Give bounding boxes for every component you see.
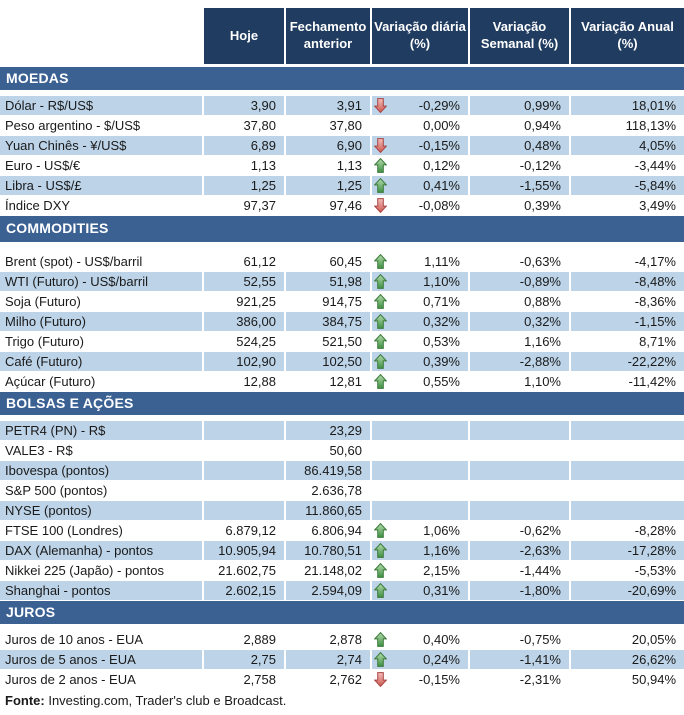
today-cell xyxy=(204,501,284,520)
daily-change-value: 0,53% xyxy=(423,334,460,349)
daily-change-cell xyxy=(372,561,468,580)
trend-arrow-slot xyxy=(374,543,387,558)
trend-arrow-slot xyxy=(374,652,387,667)
annual-change-cell: 118,13% xyxy=(625,118,676,133)
today-cell: 52,55 xyxy=(204,272,284,291)
up-arrow-icon xyxy=(374,334,387,349)
column-header-3: Variação Semanal (%) xyxy=(470,8,569,64)
row-label: Milho (Futuro) xyxy=(0,312,202,331)
table-row xyxy=(0,461,684,480)
prev-close-cell: 10.780,51 xyxy=(286,541,370,560)
daily-change-cell xyxy=(372,372,468,391)
annual-change-cell: -20,69% xyxy=(571,581,684,600)
daily-change-cell xyxy=(372,196,468,215)
row-label: WTI (Futuro) - US$/barril xyxy=(0,272,202,291)
annual-change-cell: -11,42% xyxy=(628,374,676,389)
today-cell: 524,25 xyxy=(236,334,276,349)
weekly-change-cell: 0,88% xyxy=(524,294,561,309)
up-arrow-icon xyxy=(374,294,387,309)
weekly-change-cell: 0,94% xyxy=(524,118,561,133)
table-row xyxy=(0,670,684,689)
section-title: JUROS xyxy=(6,604,56,620)
row-label: Soja (Futuro) xyxy=(5,294,81,309)
source-note xyxy=(0,693,684,708)
annual-change-cell: -8,28% xyxy=(634,523,676,538)
annual-change-cell: -3,44% xyxy=(634,158,676,173)
prev-close-cell: 2.636,78 xyxy=(311,483,362,498)
trend-arrow-slot xyxy=(374,314,387,329)
row-label: Juros de 10 anos - EUA xyxy=(5,632,144,647)
daily-change-cell xyxy=(372,670,468,689)
daily-change-value: 0,55% xyxy=(423,374,460,389)
row-label: S&P 500 (pontos) xyxy=(5,483,108,498)
row-label: Juros de 2 anos - EUA xyxy=(5,672,136,687)
daily-change-cell xyxy=(372,332,468,351)
today-cell: 1,25 xyxy=(204,176,284,195)
today-cell: 2,75 xyxy=(204,650,284,669)
table-row xyxy=(0,441,684,460)
today-cell: 6,89 xyxy=(204,136,284,155)
weekly-change-cell: -0,75% xyxy=(519,632,561,647)
annual-change-cell: -5,53% xyxy=(634,563,676,578)
weekly-change-cell: 1,10% xyxy=(524,374,561,389)
trend-arrow-slot xyxy=(374,583,387,598)
daily-change-value: 0,00% xyxy=(423,118,460,133)
daily-change-value: 1,10% xyxy=(423,274,460,289)
prev-close-cell: 2,762 xyxy=(329,672,362,687)
annual-change-cell: 3,49% xyxy=(639,198,676,213)
weekly-change-cell xyxy=(470,421,569,440)
table-row xyxy=(0,252,684,271)
down-arrow-icon xyxy=(374,198,387,213)
column-header-2: Variação diária (%) xyxy=(372,8,468,64)
table-row xyxy=(0,581,684,600)
prev-close-cell: 2.594,09 xyxy=(286,581,370,600)
prev-close-cell: 6.806,94 xyxy=(311,523,362,538)
weekly-change-cell: -0,62% xyxy=(519,523,561,538)
section-band-moedas xyxy=(0,67,684,90)
row-label: VALE3 - R$ xyxy=(5,443,73,458)
daily-change-cell xyxy=(372,650,468,669)
weekly-change-cell xyxy=(470,501,569,520)
source-note-text: Investing.com, Trader's club e Broadcast. xyxy=(44,693,287,708)
daily-change-value: 1,11% xyxy=(424,254,460,269)
daily-change-value: -0,29% xyxy=(418,98,460,113)
section-band-juros xyxy=(0,601,684,624)
table-row xyxy=(0,196,684,215)
annual-change-cell: 4,05% xyxy=(571,136,684,155)
up-arrow-icon xyxy=(374,523,387,538)
trend-arrow-slot xyxy=(374,198,387,213)
daily-change-value: 0,39% xyxy=(423,354,460,369)
daily-change-value: -0,15% xyxy=(418,672,460,687)
daily-change-cell xyxy=(372,96,468,115)
down-arrow-icon xyxy=(374,98,387,113)
trend-arrow-slot xyxy=(374,423,387,438)
trend-arrow-slot xyxy=(374,463,387,478)
prev-close-cell: 2,74 xyxy=(286,650,370,669)
daily-change-value: 1,06% xyxy=(423,523,460,538)
daily-change-cell xyxy=(372,441,468,460)
prev-close-cell: 23,29 xyxy=(286,421,370,440)
annual-change-cell xyxy=(571,421,684,440)
annual-change-cell: -22,22% xyxy=(571,352,684,371)
annual-change-cell: 18,01% xyxy=(571,96,684,115)
weekly-change-cell: -0,89% xyxy=(470,272,569,291)
table-row xyxy=(0,481,684,500)
annual-change-cell: 26,62% xyxy=(571,650,684,669)
daily-change-value: 1,16% xyxy=(423,543,460,558)
trend-arrow-slot xyxy=(374,354,387,369)
column-header-4: Variação Anual (%) xyxy=(571,8,684,64)
prev-close-cell: 51,98 xyxy=(286,272,370,291)
row-label: Peso argentino - $/US$ xyxy=(5,118,141,133)
down-arrow-icon xyxy=(374,138,387,153)
trend-arrow-slot xyxy=(374,443,387,458)
today-cell: 97,37 xyxy=(243,198,276,213)
weekly-change-cell xyxy=(470,481,569,500)
prev-close-cell: 21.148,02 xyxy=(304,563,362,578)
up-arrow-icon xyxy=(374,543,387,558)
prev-close-cell: 3,91 xyxy=(286,96,370,115)
up-arrow-icon xyxy=(374,652,387,667)
trend-arrow-slot xyxy=(374,178,387,193)
table-row xyxy=(0,561,684,580)
daily-change-value: 0,32% xyxy=(423,314,460,329)
today-cell: 921,25 xyxy=(236,294,276,309)
table-header-row xyxy=(0,8,684,64)
today-cell xyxy=(204,441,284,460)
row-label: Libra - US$/£ xyxy=(0,176,202,195)
prev-close-cell: 50,60 xyxy=(329,443,362,458)
daily-change-value: 0,71% xyxy=(423,294,460,309)
prev-close-cell: 384,75 xyxy=(286,312,370,331)
daily-change-cell xyxy=(372,521,468,540)
daily-change-value: 2,15% xyxy=(423,563,460,578)
weekly-change-cell: 1,16% xyxy=(524,334,561,349)
today-cell xyxy=(204,481,284,500)
source-note-label: Fonte: xyxy=(5,693,45,708)
row-label: Juros de 5 anos - EUA xyxy=(0,650,202,669)
daily-change-cell xyxy=(372,481,468,500)
row-label: Café (Futuro) xyxy=(0,352,202,371)
today-cell: 37,80 xyxy=(243,118,276,133)
table-row xyxy=(0,272,684,291)
annual-change-cell xyxy=(571,441,684,460)
row-label: Açúcar (Futuro) xyxy=(5,374,96,389)
section-band-bolsas-e-a-es xyxy=(0,392,684,415)
prev-close-cell: 521,50 xyxy=(322,334,362,349)
header-blank-cell xyxy=(0,8,202,64)
prev-close-cell: 97,46 xyxy=(329,198,362,213)
daily-change-cell xyxy=(372,116,468,135)
annual-change-cell: -5,84% xyxy=(571,176,684,195)
trend-arrow-slot xyxy=(374,672,387,687)
daily-change-cell xyxy=(372,176,468,195)
weekly-change-cell: 0,39% xyxy=(524,198,561,213)
daily-change-cell xyxy=(372,352,468,371)
annual-change-cell: 20,05% xyxy=(631,632,676,647)
annual-change-cell xyxy=(571,481,684,500)
annual-change-cell: 8,71% xyxy=(639,334,676,349)
column-header-0: Hoje xyxy=(204,8,284,64)
table-row xyxy=(0,501,684,520)
daily-change-cell xyxy=(372,292,468,311)
weekly-change-cell: 0,32% xyxy=(470,312,569,331)
daily-change-value: -0,15% xyxy=(418,138,460,153)
daily-change-cell xyxy=(372,421,468,440)
row-label: NYSE (pontos) xyxy=(0,501,202,520)
trend-arrow-slot xyxy=(374,98,387,113)
daily-change-value: 0,24% xyxy=(423,652,460,667)
weekly-change-cell: -1,44% xyxy=(519,563,561,578)
prev-close-cell: 914,75 xyxy=(322,294,362,309)
trend-arrow-slot xyxy=(374,563,387,578)
table-row xyxy=(0,332,684,351)
weekly-change-cell: -1,80% xyxy=(470,581,569,600)
today-cell: 21.602,75 xyxy=(218,563,276,578)
trend-arrow-slot xyxy=(374,158,387,173)
annual-change-cell: -1,15% xyxy=(571,312,684,331)
weekly-change-cell: -1,55% xyxy=(470,176,569,195)
prev-close-cell: 1,13 xyxy=(336,158,362,173)
up-arrow-icon xyxy=(374,274,387,289)
section-title: BOLSAS E AÇÕES xyxy=(6,395,134,411)
table-row xyxy=(0,352,684,371)
prev-close-cell: 2,878 xyxy=(329,632,362,647)
annual-change-cell: -8,48% xyxy=(571,272,684,291)
table-row xyxy=(0,96,684,115)
row-label: Dólar - R$/US$ xyxy=(0,96,202,115)
today-cell: 2,889 xyxy=(243,632,276,647)
table-row xyxy=(0,136,684,155)
trend-arrow-slot xyxy=(374,523,387,538)
trend-arrow-slot xyxy=(374,503,387,518)
annual-change-cell: 50,94% xyxy=(631,672,676,687)
trend-arrow-slot xyxy=(374,632,387,647)
today-cell: 12,88 xyxy=(243,374,276,389)
daily-change-cell xyxy=(372,272,468,291)
weekly-change-cell: -1,41% xyxy=(470,650,569,669)
daily-change-value: -0,08% xyxy=(418,198,460,213)
row-label: FTSE 100 (Londres) xyxy=(5,523,123,538)
trend-arrow-slot xyxy=(374,254,387,269)
today-cell: 102,90 xyxy=(204,352,284,371)
trend-arrow-slot xyxy=(374,483,387,498)
weekly-change-cell: -0,12% xyxy=(519,158,561,173)
daily-change-cell xyxy=(372,501,468,520)
daily-change-value: 0,41% xyxy=(423,178,460,193)
weekly-change-cell xyxy=(470,441,569,460)
prev-close-cell: 37,80 xyxy=(329,118,362,133)
row-label: Euro - US$/€ xyxy=(5,158,81,173)
table-row xyxy=(0,541,684,560)
daily-change-cell xyxy=(372,156,468,175)
row-label: Índice DXY xyxy=(5,198,71,213)
trend-arrow-slot xyxy=(374,274,387,289)
weekly-change-cell: -0,63% xyxy=(519,254,561,269)
weekly-change-cell: -2,63% xyxy=(470,541,569,560)
weekly-change-cell: -2,88% xyxy=(470,352,569,371)
row-label: Brent (spot) - US$/barril xyxy=(5,254,143,269)
section-title: COMMODITIES xyxy=(6,220,109,236)
annual-change-cell: -8,36% xyxy=(634,294,676,309)
row-label: Trigo (Futuro) xyxy=(5,334,84,349)
up-arrow-icon xyxy=(374,254,387,269)
trend-arrow-slot xyxy=(374,138,387,153)
up-arrow-icon xyxy=(374,583,387,598)
trend-arrow-slot xyxy=(374,334,387,349)
table-row xyxy=(0,372,684,391)
daily-change-cell xyxy=(372,312,468,331)
trend-arrow-slot xyxy=(374,374,387,389)
weekly-change-cell: 0,99% xyxy=(470,96,569,115)
row-label: Ibovespa (pontos) xyxy=(0,461,202,480)
prev-close-cell: 6,90 xyxy=(286,136,370,155)
today-cell: 386,00 xyxy=(204,312,284,331)
row-label: PETR4 (PN) - R$ xyxy=(0,421,202,440)
daily-change-cell xyxy=(372,630,468,649)
trend-arrow-slot xyxy=(374,118,387,133)
today-cell: 61,12 xyxy=(243,254,276,269)
daily-change-value: 0,40% xyxy=(423,632,460,647)
prev-close-cell: 12,81 xyxy=(329,374,362,389)
annual-change-cell xyxy=(571,501,684,520)
daily-change-cell xyxy=(372,252,468,271)
prev-close-cell: 60,45 xyxy=(329,254,362,269)
daily-change-cell xyxy=(372,541,468,560)
up-arrow-icon xyxy=(374,632,387,647)
annual-change-cell: -17,28% xyxy=(571,541,684,560)
up-arrow-icon xyxy=(374,158,387,173)
row-label: Yuan Chinês - ¥/US$ xyxy=(0,136,202,155)
table-row xyxy=(0,521,684,540)
row-label: DAX (Alemanha) - pontos xyxy=(0,541,202,560)
up-arrow-icon xyxy=(374,563,387,578)
today-cell: 2.602,15 xyxy=(204,581,284,600)
up-arrow-icon xyxy=(374,314,387,329)
table-row xyxy=(0,176,684,195)
daily-change-value: 0,12% xyxy=(423,158,460,173)
today-cell: 1,13 xyxy=(250,158,276,173)
row-label: Nikkei 225 (Japão) - pontos xyxy=(5,563,164,578)
table-row xyxy=(0,116,684,135)
section-band-commodities xyxy=(0,216,684,242)
up-arrow-icon xyxy=(374,178,387,193)
annual-change-cell: -4,17% xyxy=(634,254,676,269)
prev-close-cell: 102,50 xyxy=(286,352,370,371)
table-row xyxy=(0,156,684,175)
table-row xyxy=(0,292,684,311)
prev-close-cell: 86.419,58 xyxy=(286,461,370,480)
today-cell: 10.905,94 xyxy=(204,541,284,560)
table-row xyxy=(0,421,684,440)
prev-close-cell: 1,25 xyxy=(286,176,370,195)
market-table xyxy=(0,8,684,689)
column-header-1: Fechamento anterior xyxy=(286,8,370,64)
today-cell: 6.879,12 xyxy=(225,523,276,538)
daily-change-value: 0,31% xyxy=(423,583,460,598)
table-row xyxy=(0,312,684,331)
today-cell: 3,90 xyxy=(204,96,284,115)
section-title: MOEDAS xyxy=(6,70,69,86)
annual-change-cell xyxy=(571,461,684,480)
weekly-change-cell: 0,48% xyxy=(470,136,569,155)
weekly-change-cell: -2,31% xyxy=(519,672,561,687)
up-arrow-icon xyxy=(374,374,387,389)
table-row xyxy=(0,650,684,669)
down-arrow-icon xyxy=(374,672,387,687)
daily-change-cell xyxy=(372,461,468,480)
row-label: Shanghai - pontos xyxy=(0,581,202,600)
prev-close-cell: 11.860,65 xyxy=(286,501,370,520)
table-row xyxy=(0,630,684,649)
daily-change-cell xyxy=(372,581,468,600)
today-cell xyxy=(204,461,284,480)
today-cell xyxy=(204,421,284,440)
weekly-change-cell xyxy=(470,461,569,480)
today-cell: 2,758 xyxy=(243,672,276,687)
daily-change-cell xyxy=(372,136,468,155)
trend-arrow-slot xyxy=(374,294,387,309)
up-arrow-icon xyxy=(374,354,387,369)
